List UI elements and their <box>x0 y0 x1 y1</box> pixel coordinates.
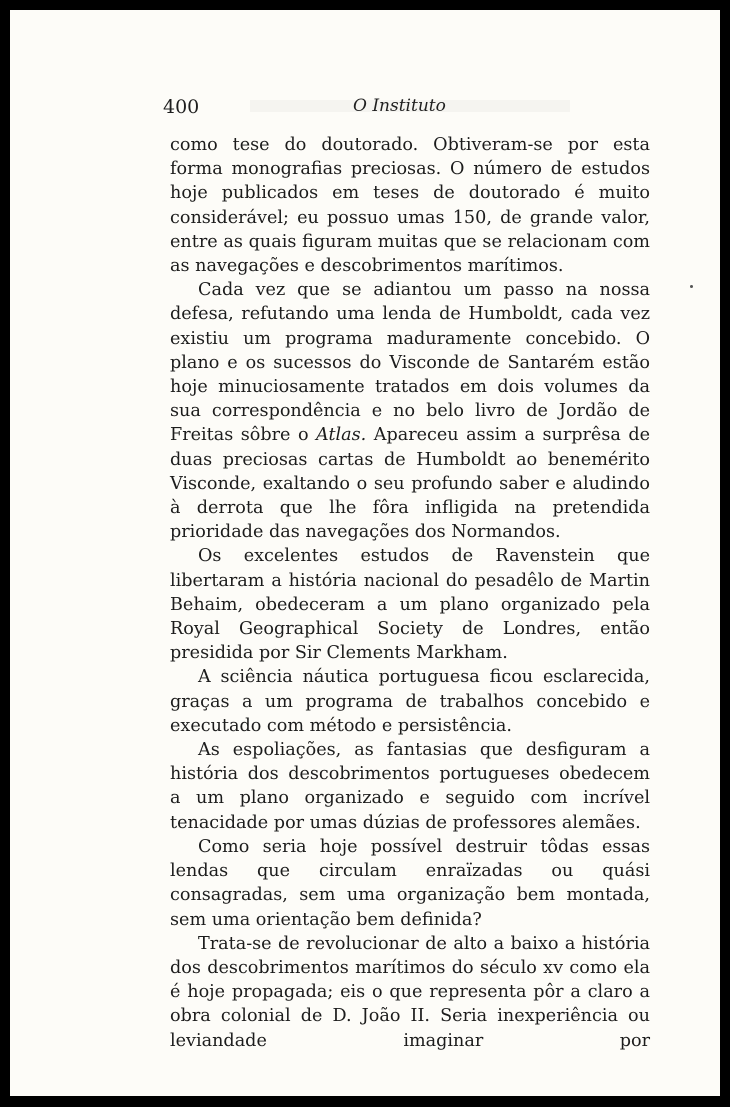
atlas-title: Atlas. <box>316 425 367 446</box>
body-text <box>170 133 650 1053</box>
paragraph-4: A sciência náutica portuguesa ficou esclarecida, graças a um programa de trabalhos concebido e executado com método e persistência. <box>170 667 650 736</box>
paragraph-2 <box>170 278 650 544</box>
paragraph-2-continuation: Apareceu assim a surprêsa de duas preciosas cartas de Humboldt ao benemérito Visconde, exaltando o seu profundo saber e aludindo à derrota que lhe fôra infligida na pretendida prioridade das navegações dos Normandos. <box>170 425 651 543</box>
paragraph-5: As espoliações, as fantasias que desfiguram a história dos descobrimentos portugueses obedecem a um plano organizado e seguido com incrível tenacidade por umas dúzias de professores alemães. <box>170 740 650 833</box>
paragraph-2-text: Cada vez que se adiantou um passo na nossa defesa, refutando uma lenda de Humboldt, cada vez existiu um programa maduramente concebido. O plano e os sucessos do Visconde de Santarém estão hoje minuciosamente tratados em dois volumes da sua correspondência e no belo livro de Jordão de Freitas sôbre o <box>170 280 650 446</box>
paragraph-7: Trata-se de revolucionar de alto a baixo a história dos descobrimentos marítimos do século xv como ela é hoje propagada; eis o que representa pôr a claro a obra colonial de D. João II. Seria inexperiência ou leviandade imaginar por <box>170 933 650 1051</box>
stray-ink-dot <box>690 285 693 288</box>
paragraph-6: Como seria hoje possível destruir tôdas essas lendas que circulam enraïzadas ou quási consagradas, sem uma organização bem montada, sem uma orientação bem definida? <box>170 836 650 930</box>
book-page <box>10 10 720 1096</box>
journal-title: O Instituto <box>353 96 446 116</box>
paragraph-1: como tese do doutorado. Obtiveram-se por esta forma monografias preciosas. O número de estudos hoje publicados em teses de doutorado é muito considerável; eu possuo umas 150, de grande valor, entre as quais figuram muitas que se relacionam com as navegações e descobrimentos marítimos. <box>170 135 650 277</box>
page-number: 400 <box>163 96 200 118</box>
paragraph-3: Os excelentes estudos de Ravenstein que libertaram a história nacional do pesadêlo de Martin Behaim, obedeceram a um plano organizado pela Royal Geographical Society de Londres, então presidida por Sir Clements Markham. <box>170 546 650 664</box>
running-head <box>163 92 650 122</box>
